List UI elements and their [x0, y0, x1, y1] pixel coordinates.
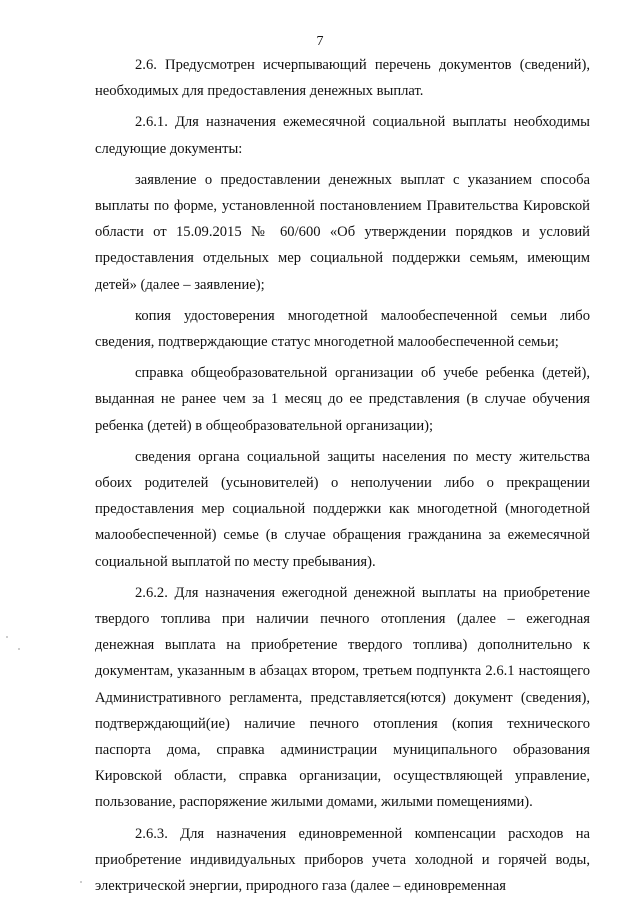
scan-speck [80, 881, 82, 883]
page-number: 7 [316, 34, 324, 49]
paragraph-2-6-1: 2.6.1. Для назначения ежемесячной социальной выплаты необходимы следующие документы: [95, 114, 590, 157]
scan-speck [6, 636, 8, 638]
paragraph-certificate-copy: копия удостоверения многодетной малообеспеченной семьи либо сведения, подтверждающие статус многодетной малообеспеченной семьи; [95, 307, 590, 351]
paragraph-school-certificate: справка общеобразовательной организации об учебе ребенка (детей), выданная не ранее чем за 1 месяц до ее представления (в случае обучения ребенка (детей) в общеобразовательной организации); [95, 365, 590, 434]
paragraph-2-6-3: 2.6.3. Для назначения единовременной компенсации расходов на приобретение индивидуальных приборов учета холодной и горячей воды, электрической энергии, природного газа (далее – единовременная [95, 825, 590, 895]
paragraph-social-protection-info: сведения органа социальной защиты населения по месту жительства обоих родителей (усыновителей) о неполучении либо о прекращении предоставления мер социальной поддержки как многодетной (многодетной малообеспеченной) семье (в случае обращения гражданина за ежемесячной социальной выплатой по месту пребывания). [95, 448, 590, 570]
scan-speck [18, 648, 20, 650]
paragraph-2-6-2: 2.6.2. Для назначения ежегодной денежной выплаты на приобретение твердого топлива при наличии печного отопления (далее – ежегодная денежная выплата на приобретение твердого топлива) дополнительно к документам, указанным в абзацах втором, третьем подпункта 2.6.1 настоящего Административного регламента, представляется(ются) документ (сведения), подтверждающий(ие) наличие печного отопления (копия технического паспорта дома, справка администрации муниципального образования Кировской области, справка организации, осуществляющей управление, пользование, распоряжение жилыми домами, жилыми помещениями). [95, 584, 590, 811]
document-body [95, 52, 590, 899]
paragraph-application: заявление о предоставлении денежных выплат с указанием способа выплаты по форме, установленной постановлением Правительства Кировской области от 15.09.2015 № 60/600 «Об утверждении порядков и условий предоставления отдельных мер социальной поддержки семьям, имеющим детей» (далее – заявление); [95, 171, 590, 293]
paragraph-2-6: 2.6. Предусмотрен исчерпывающий перечень документов (сведений), необходимых для предоставления денежных выплат. [95, 57, 590, 100]
